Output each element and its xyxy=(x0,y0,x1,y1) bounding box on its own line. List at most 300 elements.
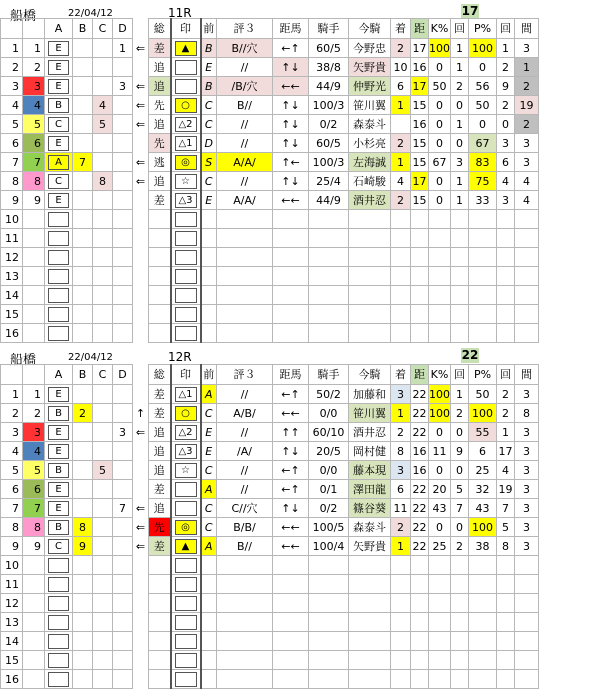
empty-cell xyxy=(391,556,411,575)
rating: B// xyxy=(217,537,273,556)
p-count: 2 xyxy=(497,385,515,404)
rank-a-cell xyxy=(45,286,73,305)
mark-cell xyxy=(171,229,201,248)
race-number: 11R xyxy=(168,6,192,20)
empty-cell xyxy=(23,670,45,689)
empty-cell xyxy=(93,305,113,324)
empty-cell xyxy=(73,594,93,613)
current-jockey: 笹川翼 xyxy=(349,96,391,115)
table-row xyxy=(1,191,539,210)
empty-cell xyxy=(23,305,45,324)
horse-number: 13 xyxy=(1,613,23,632)
interval: 3 xyxy=(515,153,539,172)
empty-cell xyxy=(411,556,429,575)
rank-d xyxy=(113,518,133,537)
race-number: 12R xyxy=(168,350,192,364)
p-count: 8 xyxy=(497,537,515,556)
mark: ▲ xyxy=(175,41,197,56)
horse-number: 3 xyxy=(1,77,23,96)
interval: 4 xyxy=(515,191,539,210)
mark xyxy=(175,288,197,303)
distance-horse: ↑↓ xyxy=(273,96,309,115)
empty-cell xyxy=(411,305,429,324)
horse-number: 8 xyxy=(1,172,23,191)
frame-number: 4 xyxy=(23,96,45,115)
current-jockey: 今野忠 xyxy=(349,39,391,58)
rank-a xyxy=(48,653,69,668)
rank-d xyxy=(113,191,133,210)
empty-cell xyxy=(217,632,273,651)
mark: ◎ xyxy=(175,520,197,535)
distance: 22 xyxy=(411,423,429,442)
p-percent: 83 xyxy=(469,153,497,172)
table-row-empty xyxy=(1,632,539,651)
k-count: 0 xyxy=(451,96,469,115)
empty-cell xyxy=(391,229,411,248)
frame-number: 1 xyxy=(23,385,45,404)
rating: A/A/ xyxy=(217,191,273,210)
distance-badge: 17 xyxy=(461,4,479,18)
k-count: 1 xyxy=(451,385,469,404)
rank-a: C xyxy=(48,539,69,554)
empty-cell xyxy=(23,556,45,575)
empty-cell xyxy=(309,267,349,286)
empty-cell xyxy=(93,670,113,689)
rank-b xyxy=(73,442,93,461)
empty-cell xyxy=(113,556,133,575)
finish: 10 xyxy=(391,58,411,77)
k-count: 3 xyxy=(451,153,469,172)
k-count: 9 xyxy=(451,442,469,461)
race-table xyxy=(0,364,539,689)
distance: 22 xyxy=(411,480,429,499)
current-jockey: 森泰斗 xyxy=(349,115,391,134)
empty-cell xyxy=(273,324,309,343)
distance: 22 xyxy=(411,385,429,404)
total: 逃 xyxy=(149,153,171,172)
empty-cell xyxy=(497,556,515,575)
rank-b xyxy=(73,423,93,442)
current-jockey: 森泰斗 xyxy=(349,518,391,537)
mark: ▲ xyxy=(175,539,197,554)
empty-cell xyxy=(451,670,469,689)
column-header: 印 xyxy=(171,365,201,385)
distance: 22 xyxy=(411,518,429,537)
empty-cell xyxy=(349,613,391,632)
empty-cell xyxy=(469,267,497,286)
rank-a-cell xyxy=(45,267,73,286)
rank-a-cell xyxy=(45,191,73,210)
empty-cell xyxy=(149,229,171,248)
mark-cell xyxy=(171,461,201,480)
rank-c xyxy=(93,39,113,58)
distance: 17 xyxy=(411,39,429,58)
column-header: 回 xyxy=(497,365,515,385)
rank-a-cell xyxy=(45,480,73,499)
rank-a: E xyxy=(48,387,69,402)
rank-a-cell xyxy=(45,518,73,537)
empty-cell xyxy=(133,651,149,670)
rank-b xyxy=(73,39,93,58)
frame-number: 8 xyxy=(23,518,45,537)
mark-cell xyxy=(171,324,201,343)
empty-cell xyxy=(273,248,309,267)
rating: B//穴 xyxy=(217,39,273,58)
p-percent: 25 xyxy=(469,461,497,480)
previous: E xyxy=(201,58,217,77)
horse-number: 10 xyxy=(1,210,23,229)
p-percent: 43 xyxy=(469,499,497,518)
rank-a-cell xyxy=(45,404,73,423)
distance: 15 xyxy=(411,153,429,172)
p-percent: 100 xyxy=(469,404,497,423)
empty-cell xyxy=(201,594,217,613)
empty-cell xyxy=(497,670,515,689)
empty-cell xyxy=(469,324,497,343)
empty-cell xyxy=(497,324,515,343)
empty-cell xyxy=(349,651,391,670)
mark-cell xyxy=(171,96,201,115)
empty-cell xyxy=(73,248,93,267)
total: 追 xyxy=(149,461,171,480)
empty-cell xyxy=(73,632,93,651)
rank-a xyxy=(48,231,69,246)
rating: // xyxy=(217,58,273,77)
column-header: 回 xyxy=(451,365,469,385)
k-count: 2 xyxy=(451,404,469,423)
horse-number: 12 xyxy=(1,594,23,613)
empty-cell xyxy=(515,670,539,689)
empty-cell xyxy=(73,613,93,632)
total: 追 xyxy=(149,172,171,191)
distance-horse: ←← xyxy=(273,77,309,96)
empty-cell xyxy=(411,632,429,651)
arrow: ⇐ xyxy=(133,423,149,442)
column-header: K% xyxy=(429,365,451,385)
table-row xyxy=(1,115,539,134)
rank-a: B xyxy=(48,463,69,478)
column-header: A xyxy=(45,365,73,385)
rank-a-cell xyxy=(45,651,73,670)
mark-cell xyxy=(171,77,201,96)
mark-cell xyxy=(171,305,201,324)
p-count: 2 xyxy=(497,404,515,423)
jockey-stat: 100/3 xyxy=(309,96,349,115)
horse-number: 1 xyxy=(1,39,23,58)
column-header: C xyxy=(93,19,113,39)
table-header-row xyxy=(1,365,539,385)
frame-number: 6 xyxy=(23,480,45,499)
empty-cell xyxy=(201,324,217,343)
table-row xyxy=(1,442,539,461)
empty-cell xyxy=(23,229,45,248)
empty-cell xyxy=(469,286,497,305)
k-percent: 0 xyxy=(429,58,451,77)
empty-cell xyxy=(201,210,217,229)
frame-number: 6 xyxy=(23,134,45,153)
empty-cell xyxy=(429,210,451,229)
previous: C xyxy=(201,499,217,518)
distance: 16 xyxy=(411,461,429,480)
empty-cell xyxy=(113,305,133,324)
p-percent: 6 xyxy=(469,442,497,461)
rank-a-cell xyxy=(45,499,73,518)
rank-a: E xyxy=(48,501,69,516)
race-12r xyxy=(0,345,609,693)
k-percent: 11 xyxy=(429,442,451,461)
empty-cell xyxy=(429,651,451,670)
mark xyxy=(175,212,197,227)
empty-cell xyxy=(497,613,515,632)
rating: // xyxy=(217,134,273,153)
column-header: 印 xyxy=(171,19,201,39)
column-header: 距 xyxy=(411,365,429,385)
rank-c: 4 xyxy=(93,96,113,115)
jockey-stat: 50/2 xyxy=(309,385,349,404)
empty-cell xyxy=(273,613,309,632)
k-percent: 50 xyxy=(429,77,451,96)
empty-cell xyxy=(113,575,133,594)
rating: /A/ xyxy=(217,442,273,461)
empty-cell xyxy=(201,632,217,651)
empty-cell xyxy=(429,267,451,286)
empty-cell xyxy=(149,613,171,632)
rank-c: 5 xyxy=(93,115,113,134)
k-percent: 0 xyxy=(429,191,451,210)
empty-cell xyxy=(133,594,149,613)
empty-cell xyxy=(349,210,391,229)
empty-cell xyxy=(349,286,391,305)
rank-a: E xyxy=(48,41,69,56)
table-row xyxy=(1,172,539,191)
column-header: 回 xyxy=(451,19,469,39)
empty-cell xyxy=(391,594,411,613)
column-header xyxy=(133,19,149,39)
empty-cell xyxy=(73,651,93,670)
total: 追 xyxy=(149,77,171,96)
frame-number: 5 xyxy=(23,115,45,134)
table-row xyxy=(1,385,539,404)
empty-cell xyxy=(391,267,411,286)
rank-a xyxy=(48,307,69,322)
mark-cell xyxy=(171,613,201,632)
race-11r xyxy=(0,0,609,345)
finish: 8 xyxy=(391,442,411,461)
distance-horse: ↑↓ xyxy=(273,442,309,461)
horse-number: 10 xyxy=(1,556,23,575)
empty-cell xyxy=(217,305,273,324)
p-count: 4 xyxy=(497,461,515,480)
finish: 11 xyxy=(391,499,411,518)
empty-cell xyxy=(309,286,349,305)
arrow xyxy=(133,442,149,461)
p-count: 17 xyxy=(497,442,515,461)
empty-cell xyxy=(515,267,539,286)
k-percent: 67 xyxy=(429,153,451,172)
empty-cell xyxy=(451,229,469,248)
k-percent: 20 xyxy=(429,480,451,499)
race-date: 22/04/12 xyxy=(68,8,113,19)
table-header-row xyxy=(1,19,539,39)
jockey-stat: 0/0 xyxy=(309,404,349,423)
table-row-empty xyxy=(1,286,539,305)
mark: △1 xyxy=(175,136,197,151)
table-row xyxy=(1,423,539,442)
empty-cell xyxy=(217,324,273,343)
column-header: 距馬 xyxy=(273,19,309,39)
rank-d: 7 xyxy=(113,499,133,518)
column-header: 間 xyxy=(515,365,539,385)
empty-cell xyxy=(23,594,45,613)
table-row-empty xyxy=(1,248,539,267)
mark-cell xyxy=(171,39,201,58)
empty-cell xyxy=(133,229,149,248)
empty-cell xyxy=(411,267,429,286)
total: 追 xyxy=(149,115,171,134)
empty-cell xyxy=(429,305,451,324)
column-header: 騎手 xyxy=(309,365,349,385)
empty-cell xyxy=(469,594,497,613)
total: 追 xyxy=(149,423,171,442)
empty-cell xyxy=(515,286,539,305)
empty-cell xyxy=(93,267,113,286)
rank-a: E xyxy=(48,60,69,75)
empty-cell xyxy=(273,651,309,670)
table-row xyxy=(1,537,539,556)
mark xyxy=(175,653,197,668)
empty-cell xyxy=(469,305,497,324)
distance-horse: ↑↑ xyxy=(273,423,309,442)
rank-c xyxy=(93,537,113,556)
empty-cell xyxy=(497,594,515,613)
jockey-stat: 44/9 xyxy=(309,77,349,96)
k-count: 2 xyxy=(451,537,469,556)
empty-cell xyxy=(391,575,411,594)
column-header: 評３ xyxy=(217,365,273,385)
jockey-stat: 38/8 xyxy=(309,58,349,77)
empty-cell xyxy=(113,248,133,267)
empty-cell xyxy=(273,556,309,575)
rank-d: 3 xyxy=(113,77,133,96)
empty-cell xyxy=(497,267,515,286)
horse-number: 16 xyxy=(1,670,23,689)
rank-b: 2 xyxy=(73,404,93,423)
horse-number: 6 xyxy=(1,480,23,499)
empty-cell xyxy=(149,651,171,670)
empty-cell xyxy=(349,670,391,689)
empty-cell xyxy=(201,613,217,632)
empty-cell xyxy=(217,248,273,267)
horse-number: 5 xyxy=(1,461,23,480)
arrow xyxy=(133,385,149,404)
rank-b xyxy=(73,77,93,96)
distance-horse: ←← xyxy=(273,518,309,537)
rank-a-cell xyxy=(45,305,73,324)
k-percent: 0 xyxy=(429,96,451,115)
arrow: ⇐ xyxy=(133,96,149,115)
jockey-stat: 100/3 xyxy=(309,153,349,172)
empty-cell xyxy=(469,210,497,229)
empty-cell xyxy=(497,575,515,594)
empty-cell xyxy=(93,651,113,670)
k-percent: 25 xyxy=(429,537,451,556)
frame-number: 4 xyxy=(23,442,45,461)
empty-cell xyxy=(133,248,149,267)
p-count: 1 xyxy=(497,39,515,58)
jockey-stat: 0/2 xyxy=(309,499,349,518)
distance-horse: ←↑ xyxy=(273,39,309,58)
table-row xyxy=(1,77,539,96)
k-percent: 43 xyxy=(429,499,451,518)
empty-cell xyxy=(217,613,273,632)
empty-cell xyxy=(429,670,451,689)
p-percent: 38 xyxy=(469,537,497,556)
rank-a-cell xyxy=(45,670,73,689)
empty-cell xyxy=(429,632,451,651)
rating: // xyxy=(217,115,273,134)
empty-cell xyxy=(309,613,349,632)
arrow: ⇐ xyxy=(133,172,149,191)
mark-cell xyxy=(171,153,201,172)
empty-cell xyxy=(273,229,309,248)
empty-cell xyxy=(309,210,349,229)
mark xyxy=(175,672,197,687)
mark-cell xyxy=(171,115,201,134)
distance: 22 xyxy=(411,404,429,423)
k-count: 0 xyxy=(451,134,469,153)
arrow: ⇐ xyxy=(133,39,149,58)
empty-cell xyxy=(217,575,273,594)
empty-cell xyxy=(411,594,429,613)
mark-cell xyxy=(171,248,201,267)
current-jockey: 小杉亮 xyxy=(349,134,391,153)
k-count: 1 xyxy=(451,172,469,191)
column-header: 前 xyxy=(201,19,217,39)
total: 差 xyxy=(149,385,171,404)
empty-cell xyxy=(497,305,515,324)
empty-cell xyxy=(497,248,515,267)
p-percent: 75 xyxy=(469,172,497,191)
rank-b xyxy=(73,172,93,191)
horse-number: 4 xyxy=(1,96,23,115)
mark xyxy=(175,482,197,497)
rank-c xyxy=(93,423,113,442)
empty-cell xyxy=(391,286,411,305)
horse-number: 7 xyxy=(1,153,23,172)
rank-d xyxy=(113,537,133,556)
mark-cell xyxy=(171,423,201,442)
empty-cell xyxy=(113,613,133,632)
mark-cell xyxy=(171,499,201,518)
finish: 3 xyxy=(391,385,411,404)
total: 先 xyxy=(149,96,171,115)
empty-cell xyxy=(349,632,391,651)
empty-cell xyxy=(273,305,309,324)
rank-a xyxy=(48,596,69,611)
rank-a: E xyxy=(48,136,69,151)
empty-cell xyxy=(391,210,411,229)
empty-cell xyxy=(349,324,391,343)
horse-number: 14 xyxy=(1,286,23,305)
frame-number: 7 xyxy=(23,499,45,518)
k-percent: 100 xyxy=(429,39,451,58)
empty-cell xyxy=(149,556,171,575)
interval: 3 xyxy=(515,480,539,499)
empty-cell xyxy=(273,210,309,229)
table-row xyxy=(1,499,539,518)
empty-cell xyxy=(469,248,497,267)
rank-a: E xyxy=(48,482,69,497)
